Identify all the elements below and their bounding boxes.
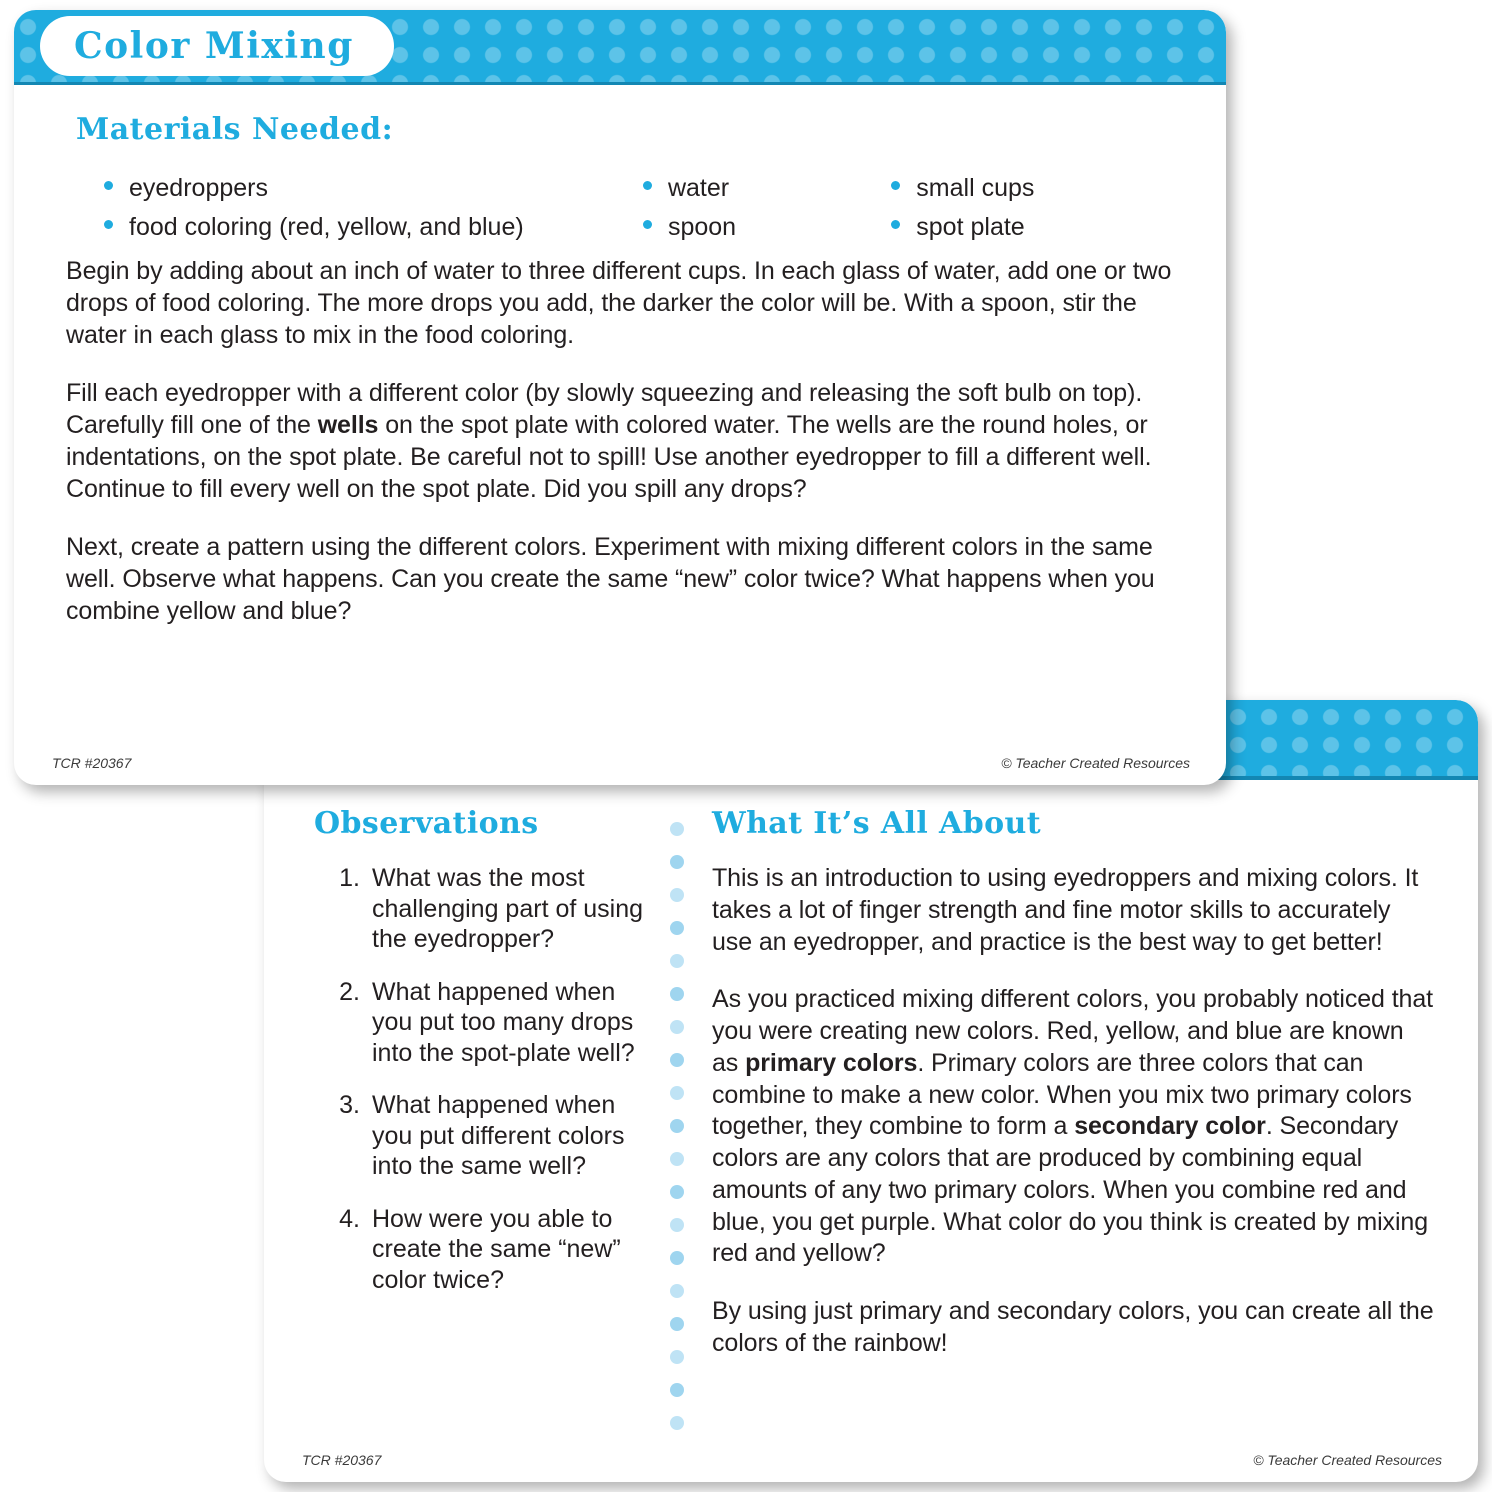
divider-dot: [670, 1086, 684, 1100]
list-item-text: What happened when you put too many drops into the spot-plate well?: [372, 977, 635, 1067]
list-item-label: food coloring (red, yellow, and blue): [129, 212, 524, 241]
divider-dot: [670, 888, 684, 902]
observations-heading: Observations: [314, 806, 539, 841]
list-item: [320, 863, 662, 955]
page-title: Color Mixing: [74, 25, 354, 67]
divider-dot: [670, 1020, 684, 1034]
list-item-text: What was the most challenging part of using the eyedropper?: [372, 864, 644, 953]
bullet-icon: [891, 181, 900, 190]
materials-column-3: [891, 169, 1180, 247]
list-item-text: How were you able to create the same “new” color twice?: [372, 1204, 621, 1294]
list-item-number: 4.: [339, 1204, 360, 1233]
divider-dot: [670, 1185, 684, 1199]
list-item-label: water: [667, 174, 730, 202]
divider-dot: [670, 1317, 684, 1331]
bullet-icon: [643, 220, 652, 229]
materials-column-2: [643, 169, 891, 247]
wells-term: wells: [317, 410, 379, 439]
list-item: [891, 208, 1180, 247]
list-item-number: 2.: [339, 977, 360, 1006]
about-paragraph-3: By using just primary and secondary colors, you can create all the colors of the rainbow!: [712, 1297, 1434, 1357]
divider-dot: [670, 1383, 684, 1397]
p2-part-b: on the spot plate with colored water. The wells are the round holes, or indentations, on the spot plate. Be careful not to spill! Use another eyedropper to fill a different well. Continue to fill every well on the spot plate. Did you spill any drops?: [66, 410, 1152, 503]
divider-dot: [670, 1284, 684, 1298]
list-item: [104, 169, 643, 208]
front-card-body: [14, 82, 1226, 785]
divider-dot: [670, 1152, 684, 1166]
list-item: [320, 977, 662, 1069]
list-item-label: eyedroppers: [129, 174, 268, 202]
list-item: [104, 208, 643, 247]
observations-list: [300, 863, 662, 1295]
bullet-icon: [104, 181, 113, 190]
list-item-label: small cups: [916, 174, 1035, 202]
footer-copyright: © Teacher Created Resources: [1253, 1452, 1442, 1468]
list-item: [320, 1090, 662, 1182]
primary-colors-term: primary colors: [745, 1048, 918, 1077]
materials-list: [66, 169, 1180, 247]
divider-dot: [670, 1416, 684, 1430]
list-item: [891, 169, 1180, 208]
back-card: [264, 700, 1478, 1482]
list-item: [643, 169, 891, 208]
footer-product-code: TCR #20367: [52, 755, 132, 771]
about-p2-part-b: . Primary colors are three colors that can combine to make a new color. When you mix two primary colors together, they combine to form a: [712, 1048, 1412, 1141]
back-card-banner: [1222, 700, 1478, 776]
dotted-banner-pattern: [1222, 700, 1478, 776]
footer-product-code: TCR #20367: [302, 1452, 382, 1468]
bullet-icon: [891, 220, 900, 229]
bullet-icon: [643, 181, 652, 190]
about-p2-part-a: As you practiced mixing different colors, you probably noticed that you were creating new colors. Red, yellow, and blue are known as: [712, 985, 1434, 1077]
about-column: [692, 806, 1478, 1482]
observations-column: [264, 806, 662, 1482]
title-pill: [40, 16, 394, 76]
list-item: [643, 208, 891, 247]
divider-dot: [670, 921, 684, 935]
about-p2-part-c: . Secondary colors are any colors that are produced by combining equal amounts of any two primary colors. When you combine red and blue, you get purple. What color do you think is created by mixing red and yellow?: [712, 1112, 1429, 1268]
divider-dot: [670, 987, 684, 1001]
instructions-paragraph-1: Begin by adding about an inch of water to three different cups. In each glass of water, add one or two drops of food coloring. The more drops you add, the darker the color will be. With a spoon, stir the water in each glass to mix in the food coloring.: [66, 256, 1172, 349]
list-item-label: spot plate: [916, 212, 1025, 241]
about-heading: What It’s All About: [712, 806, 1041, 841]
back-card-body: [264, 780, 1478, 1482]
instructions-paragraph-3: Next, create a pattern using the different colors. Experiment with mixing different colors in the same well. Observe what happens. Can you create the same “new” color twice? What happens when you combine yellow and blue?: [66, 532, 1155, 625]
footer-copyright: © Teacher Created Resources: [1001, 755, 1190, 771]
front-card-footer: [14, 755, 1226, 771]
list-item-number: 1.: [339, 864, 360, 892]
secondary-color-term: secondary color: [1074, 1112, 1266, 1141]
list-item-text: What happened when you put different colors into the same well?: [372, 1091, 625, 1180]
list-item: [320, 1204, 662, 1296]
divider-dot: [670, 1218, 684, 1232]
divider-dot: [670, 954, 684, 968]
p2-part-a: Fill each eyedropper with a different color (by slowly squeezing and releasing the soft bulb on top). Carefully fill one of the: [66, 378, 1143, 439]
list-item-label: spoon: [667, 212, 737, 241]
bullet-icon: [104, 220, 113, 229]
about-paragraph-2: [712, 984, 1434, 1270]
divider-dot: [670, 1350, 684, 1364]
list-item-number: 3.: [339, 1091, 360, 1119]
back-card-footer: [264, 1452, 1478, 1468]
divider-dot: [670, 1251, 684, 1265]
divider-dot: [670, 822, 684, 836]
instructions-paragraph-2: [66, 377, 1180, 505]
divider-dot: [670, 855, 684, 869]
divider-dot: [670, 1119, 684, 1133]
about-paragraph-1: This is an introduction to using eyedroppers and mixing colors. It takes a lot of finger strength and fine motor skills to accurately use an eyedropper, and practice is the best way to get better!: [712, 864, 1419, 956]
divider-dot: [670, 1053, 684, 1067]
vertical-dotted-divider: [662, 806, 692, 1482]
materials-heading: Materials Needed:: [76, 112, 394, 147]
front-card: [14, 10, 1226, 785]
materials-column-1: [66, 169, 643, 247]
